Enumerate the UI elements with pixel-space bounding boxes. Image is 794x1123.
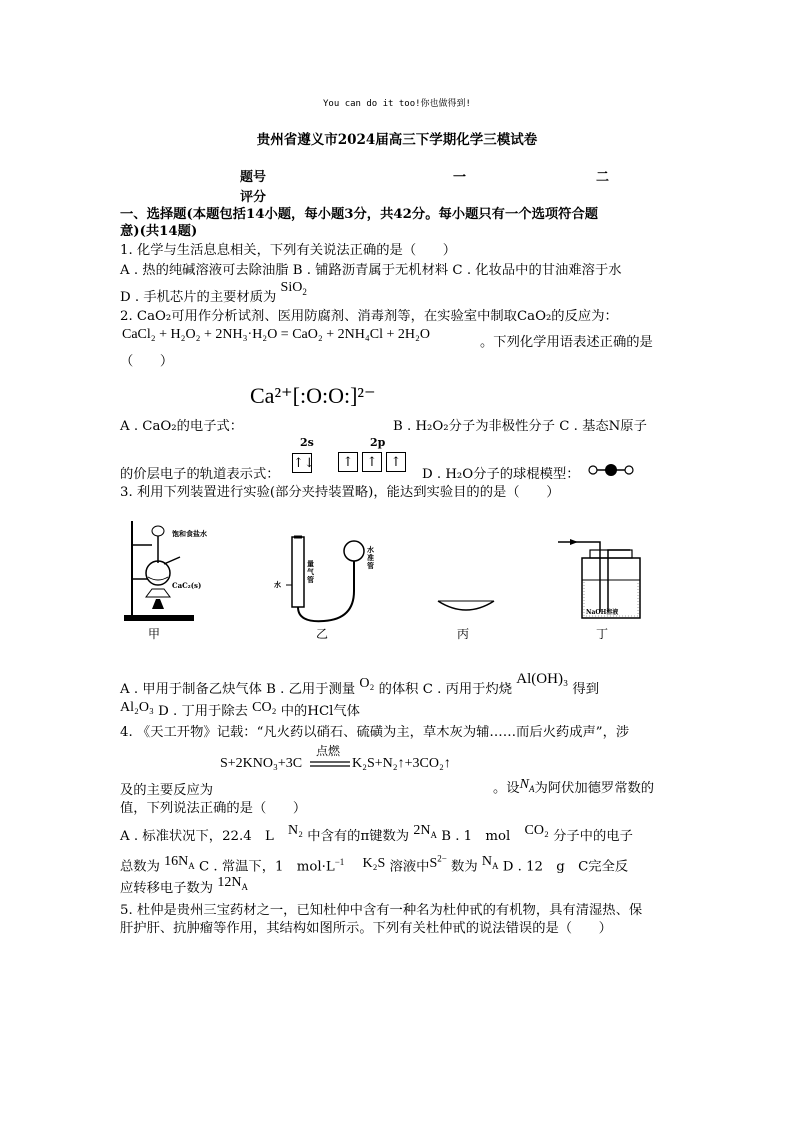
q4-16na: $16N_A$ [164,853,195,871]
q2-option-d: D . H₂O分子的球棍模型： [422,467,580,482]
q2-cao2-electron-formula: Ca²⁺[:O:O:]²⁻ [250,383,376,408]
q3-get-text: 得到 [572,682,600,697]
score-table-score-label: 评分 [240,190,267,205]
q4-stem: 4. 《天工开物》记载：“凡火药以硝石、硫磺为主，草木灰为辅……而后火药成声”，涉 [120,725,630,740]
q2-equation: CaCl₂ + H₂O₂ + 2NH₃·H₂O = CaO₂ + 2NH₄Cl + 2H₂O [122,327,430,342]
q3-al2o3-formula: Al₂O₃ [120,700,154,715]
q2-stem: 2. CaO₂可用作分析试剂、医用防腐剂、消毒剂等，在实验室中制取CaO₂的反应为： [120,309,618,324]
score-table-col-2: 二 [596,170,610,185]
yi-water-label: 水 [274,580,281,589]
q3-option-c-text: 的体积 C . 丙用于灼烧 [378,682,513,697]
section-heading-line-2: 意)(共14题) [120,224,198,239]
apparatus-ding-label: 丁 [596,627,609,641]
q5-line-2: 肝护肝、抗肿瘤等作用，其结构如图所示。下列有关杜仲甙的说法错误的是（ ） [120,921,612,936]
q3-option-d-tail: 中的HCl气体 [280,704,360,719]
q2-stem-tail: 。下列化学用语表述正确的是 [480,335,653,350]
q4-2na: $2N_A$ [413,823,437,840]
orbital-2p-boxes [338,452,406,472]
orbital-2p-cell-2: ↑ [362,452,382,472]
score-table-row-label: 题号 [240,170,267,185]
q4-s2-ion: $S^{2-}$ [429,853,447,871]
q4-condition: 点燃 [316,744,341,758]
orbital-2s-box [292,452,315,473]
q1-option-d-text: D . 手机芯片的主要材质为 [120,290,277,305]
q2-option-a: A . CaO₂的电子式： [120,419,244,434]
q3-options-line-1 [120,671,600,699]
q3-co2-formula: CO₂ [252,700,277,715]
jia-reagent-top: 饱和食盐水 [172,529,207,538]
q4-k2s-formula: K₂S [362,855,386,871]
q4-avogadro-line: 。设$N_A$为阿伏加德罗常数的 [493,777,655,796]
apparatus-yi [276,533,376,625]
na-symbol: $N_A$ [519,777,535,794]
q4-options-line-3: 应转移电子数为 $12N_A$ [120,875,248,896]
q3-stem: 3. 利用下列装置进行实验(部分夹持装置略)，能达到实验目的的是（ ） [120,485,560,500]
section-heading-line-1: 一、选择题(本题包括14小题，每小题3分，共42分。每小题只有一个选项符合题 [120,207,599,222]
q4-equals-sign [310,760,350,768]
q4-12na: $12N_A$ [217,875,248,892]
score-table-col-1: 一 [453,170,467,185]
q2-orbital-prefix: 的价层电子的轨道表示式： [120,467,280,482]
q3-option-ab-text: A . 甲用于制备乙炔气体 B . 乙用于测量 [120,682,356,697]
q4-options-line-1: A . 标准状况下，22.4 L N₂ 中含有的π键数为 $2N_A$ B . 1 mol CO₂ 分子中的电子 [120,823,633,844]
orbital-2s-cell: ↑↓ [292,453,312,473]
apparatus-bing-label: 丙 [457,627,470,641]
orbital-2s-label: 2s [300,436,314,449]
page-motto: You can do it too!你也做得到! [323,99,471,109]
q4-na: $N_A$ [481,853,499,871]
q1-sio2-formula: SiO$_2$ [280,280,307,297]
q2-paren: （ ） [120,354,174,369]
q3-aloh3-formula: Al(OH)₃ [516,671,569,687]
q4-main-reaction: 及的主要反应为 [120,783,214,798]
orbital-2p-cell-3: ↑ [386,452,406,472]
q3-o2-formula: O₂ [359,676,375,691]
ding-reagent: NaOH溶液 [586,609,619,616]
yi-leveling-label: 水准管 [367,545,374,570]
q4-n2-formula: N₂ [288,823,304,838]
orbital-2p-cell-1: ↑ [338,452,358,472]
apparatus-yi-label: 乙 [316,627,329,641]
q1-options-abc: A . 热的纯碱溶液可去除油脂 B . 铺路沥青属于无机材料 C . 化妆品中的甘油难溶于水 [120,263,622,278]
q2-option-bc: B . H₂O₂分子为非极性分子 C . 基态N原子 [393,419,647,434]
orbital-2p-label: 2p [370,436,386,449]
q3-option-d-text: D . 丁用于除去 [158,704,248,719]
yi-tube-label: 量气管 [307,559,314,584]
q4-options-line-2: 总数为 $16N_A$ C . 常温下，1 $mol\cdot L^{-1}$ K₂S 溶液中$S^{2-}$ 数为 $N_A$ D . 12 g C完全反 [120,853,629,875]
q4-co2-formula: CO₂ [524,823,549,838]
apparatus-jia-label: 甲 [148,627,161,641]
q3-options-line-2 [120,700,360,721]
q1-stem: 1. 化学与生活息息相关，下列有关说法正确的是（ ） [120,243,457,258]
q4-value-line: 值，下列说法正确的是（ ） [120,801,307,816]
q4-equation-right: K₂S+N₂↑+3CO₂↑ [352,756,451,771]
q5-line-1: 5. 杜仲是贵州三宝药材之一，已知杜仲中含有一种名为杜仲甙的有机物，具有清湿热、保 [120,903,643,918]
apparatus-bing [436,595,496,619]
exam-title: 贵州省遵义市2024届高三下学期化学三模试卷 [256,132,538,148]
water-ball-stick-model [586,462,636,478]
q4-equation-left: S+2KNO₃+3C [220,756,303,771]
jia-reagent-bottom: CaC₂(s) [172,581,202,590]
